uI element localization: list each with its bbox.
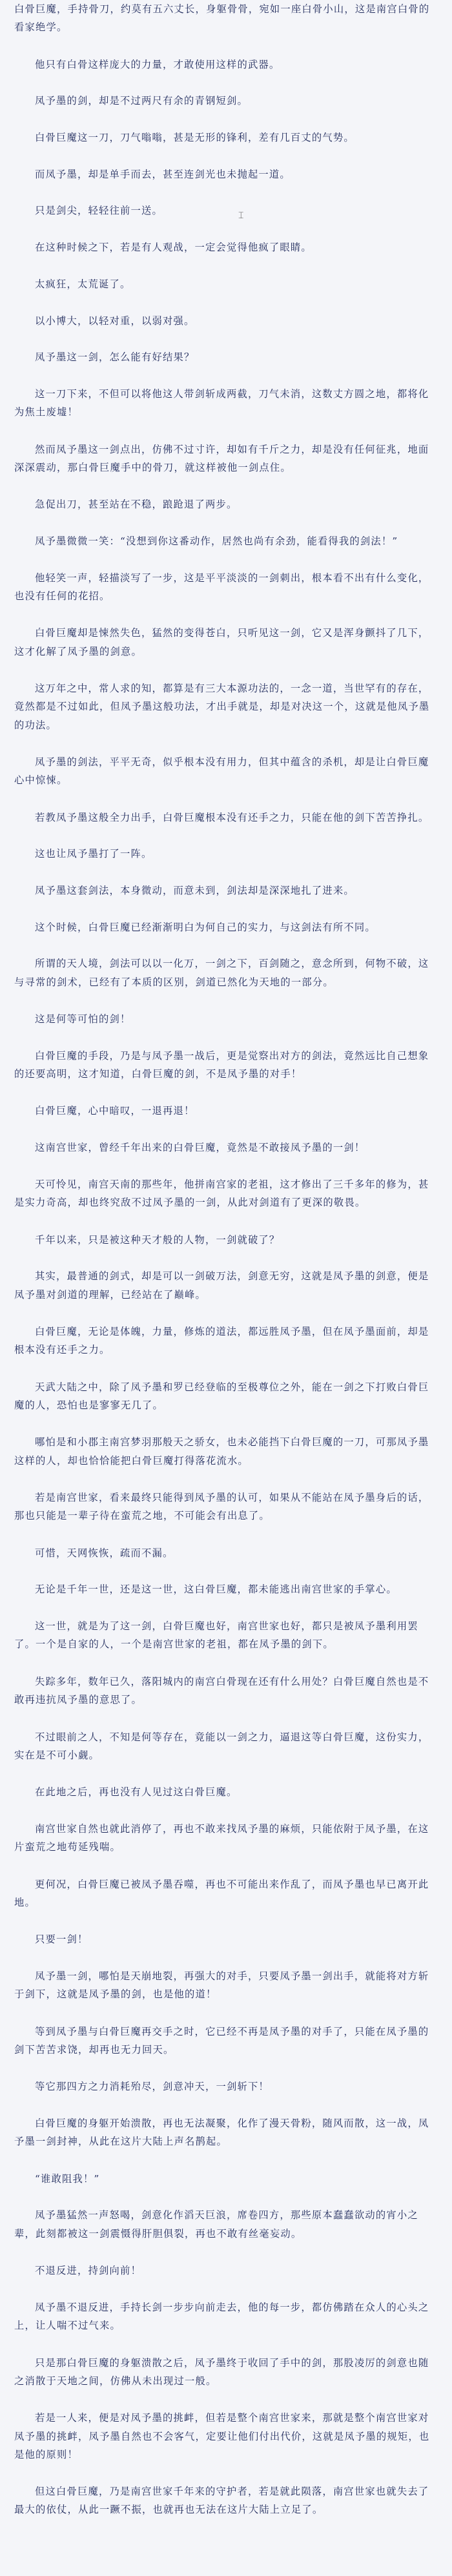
paragraph: 千年以来，只是被这种天才般的人物，一剑就破了？ [35,1233,280,1246]
paragraph: 若是南宫世家，看来最终只能得到凤予墨的认可，如果从不能站在凤予墨身后的话，那也只能是一辈子待在蛮荒之地，不可能会有出息了。 [14,1492,429,1522]
paragraph: 凤予墨微微一笑：“没想到你这番动作，居然也尚有余劲，能看得我的剑法！” [35,535,398,548]
paragraph: 白骨巨魔这一刀，刀气嗡嗡，甚是无形的锋利，差有几百丈的气势。 [35,132,354,144]
paragraph: 白骨巨魔，心中暗叹，一退再退！ [35,1105,195,1117]
paragraph: 这万年之中，常人求的知，都算是有三大本源功法的，一念一道，当世罕有的存在，竟然都是不过如此，但凤予墨这般功法，才出手就是，却是对决这一个，这就是他凤予墨的功法。 [14,683,430,731]
paragraph: 凤予墨的剑法，平平无奇，似乎根本没有用力，但其中蕴含的杀机，却是让白骨巨魔心中惊悚。 [14,756,429,787]
paragraph: 凤予墨的剑，却是不过两尺有余的青钢短剑。 [35,95,248,107]
paragraph: 哪怕是和小郡主南宫梦羽那般天之骄女，也未必能挡下白骨巨魔的一刀，可那凤予墨这样的人，却也恰恰能把白骨巨魔打得落花流水。 [14,1436,429,1467]
paragraph: 不过眼前之人，不知是何等存在，竟能以一剑之力，逼退这等白骨巨魔，这份实力，实在是不可小觑。 [14,1731,429,1761]
paragraph: 天可怜见，南宫天南的那些年，他拼南宫家的老祖，这才修出了三千多年的修为，甚是实力奇高，却也终究敌不过凤予墨的一剑，从此对剑道有了更深的敬畏。 [14,1178,429,1209]
paragraph: 只是剑尖，轻轻往前一送。 [35,205,163,217]
paragraph: 白骨巨魔却是悚然失色，猛然的变得苍白，只听见这一剑，它又是浑身颤抖了几下，这才化解了凤予墨的剑意。 [14,627,429,657]
paragraph: 所谓的天人境，剑法可以以一化万，一剑之下，百剑随之，意念所到，何物不破，这与寻常的剑术，已经有了本质的区别，剑道已然化为天地的一部分。 [14,958,429,988]
paragraph: “谁敢阻我！” [35,2172,100,2185]
paragraph: 凤予墨这一剑，怎么能有好结果？ [35,351,195,364]
paragraph: 若是一人来，便是对凤予墨的挑衅，但若是整个南宫世家来，那就是整个南宫世家对凤予墨的挑衅，凤予墨自然也不会客气，定要让他们付出代价，这就是凤予墨的规矩，也是他的原则！ [14,2412,430,2460]
paragraph: 凤予墨一剑，哪怕是天崩地裂，再强大的对手，只要凤予墨一剑出手，就能将对方斩于剑下，这就是凤予墨的剑，也是他的道！ [14,1970,429,2001]
paragraph: 这一刀下来，不但可以将他这人带剑斩成两截，刀气未消，这数丈方圆之地，都将化为焦土废墟！ [14,387,429,418]
paragraph: 在此地之后，再也没有人见过这白骨巨魔。 [35,1786,238,1798]
mouse-cursor-icon: ⌶ [238,211,244,221]
paragraph: 等它那四方之力消耗殆尽，剑意冲天，一剑斩下！ [35,2081,269,2093]
paragraph: 白骨巨魔的手段，乃是与凤予墨一战后，更是觉察出对方的剑法，竟然远比自己想象的还要高明，这才知道，白骨巨魔的剑，不是凤予墨的对手！ [14,1049,429,1080]
paragraph: 这一世，就是为了这一剑，白骨巨魔也好，南宫世家也好，都只是被凤予墨利用罢了。一个是自家的人，一个是南宫世家的老祖，都在凤予墨的剑下。 [14,1620,418,1651]
paragraph: 他轻笑一声，轻描淡写了一步，这是平平淡淡的一剑刺出，根本看不出有什么变化，也没有任何的花招。 [14,572,429,603]
paragraph: 失踪多年，数年已久，落阳城内的南宫白骨现在还有什么用处？白骨巨魔自然也是不敢再违抗凤予墨的意思了。 [14,1675,429,1706]
paragraph: 无论是千年一世，还是这一世，这白骨巨魔，都未能逃出南宫世家的手掌心。 [35,1583,397,1596]
paragraph: 凤予墨猛然一声怒喝，剑意化作滔天巨浪，席卷四方，那些原本蠢蠢欲动的宵小之辈，此刻都被这一剑震慑得肝胆俱裂，再也不敢有丝毫妄动。 [14,2209,418,2240]
paragraph: 凤予墨不退反进，手持长剑一步步向前走去，他的每一步，都仿佛踏在众人的心头之上，让人喘不过气来。 [14,2301,429,2332]
paragraph: 天武大陆之中，除了凤予墨和罗已经登临的至极尊位之外，能在一剑之下打败白骨巨魔的人，恐怕也是寥寥无几了。 [14,1381,429,1411]
paragraph: 以小博大，以轻对重，以弱对强。 [35,314,195,327]
paragraph: 不退反进，持剑向前！ [35,2265,141,2277]
paragraph: 但这白骨巨魔，乃是南宫世家千年来的守护者，若是就此陨落，南宫世家也就失去了最大的依仗，从此一蹶不振，也就再也无法在这片大陆上立足了。 [14,2485,429,2516]
paragraph: 可惜，天网恢恢，疏而不漏。 [35,1547,174,1559]
paragraph: 白骨巨魔，无论是体魄，力量，修炼的道法，都远胜凤予墨，但在凤予墨面前，却是根本没有还手之力。 [14,1325,429,1356]
paragraph: 而凤予墨，却是单手而去，甚至连剑光也未抛起一道。 [35,168,291,180]
paragraph: 白骨巨魔，手持骨刀，约莫有五六丈长，身躯骨骨，宛如一座白骨小山，这是南宫白骨的看家绝学。 [14,3,430,34]
paragraph: 然而凤予墨这一剑点出，仿佛不过寸许，却如有千斤之力，却是没有任何征兆，地面深深震动，那白骨巨魔手中的骨刀，就这样被他一剑点住。 [14,443,429,473]
paragraph: 凤予墨这套剑法，本身微动，而意未到，剑法却是深深地扎了进来。 [35,884,354,896]
paragraph: 在这种时候之下，若是有人观战，一定会觉得他疯了眼睛。 [35,242,312,254]
paragraph: 急促出刀，甚至站在不稳，踉跄退了两步。 [35,499,238,511]
paragraph: 等到凤予墨与白骨巨魔再交手之时，它已经不再是凤予墨的对手了，只能在凤予墨的剑下苦苦求饶，却再也无力回天。 [14,2025,429,2056]
paragraph: 只要一剑！ [35,1933,88,1946]
paragraph: 南宫世家自然也就此消停了，再也不敢来找凤予墨的麻烦，只能依附于凤予墨，在这片蛮荒之地苟延残喘。 [14,1822,429,1853]
paragraph: 更何况，白骨巨魔已被凤予墨吞噬，再也不可能出来作乱了，而凤予墨也早已离开此地。 [14,1878,429,1908]
paragraph: 只是那白骨巨魔的身躯溃散之后，凤予墨终于收回了手中的剑，那股凌厉的剑意也随之消散于天地之间，仿佛从未出现过一般。 [14,2356,429,2387]
paragraph: 这个时候，白骨巨魔已经渐渐明白为何自己的实力，与这剑法有所不同。 [35,921,376,933]
paragraph: 这是何等可怕的剑！ [35,1013,131,1025]
paragraph: 白骨巨魔的身躯开始溃散，再也无法凝聚，化作了漫天骨粉，随风而散，这一战，凤予墨一剑封神，从此在这片大陆上声名鹊起。 [14,2117,429,2148]
paragraph: 他只有白骨这样庞大的力量，才敢使用这样的武器。 [35,58,280,70]
paragraph: 这南宫世家，曾经千年出来的白骨巨魔，竟然是不敢接凤予墨的一剑！ [35,1142,365,1154]
paragraph: 若教凤予墨这般全力出手，白骨巨魔根本没有还手之力，只能在他的剑下苦苦挣扎。 [35,811,429,823]
paragraph: 这也让凤予墨打了一阵。 [35,848,152,860]
paragraph: 其实，最普通的剑式，却是可以一剑破万法，剑意无穷，这就是凤予墨的剑意，便是凤予墨对剑道的理解，已经站在了巅峰。 [14,1270,429,1301]
paragraph: 太疯狂，太荒诞了。 [35,278,131,290]
